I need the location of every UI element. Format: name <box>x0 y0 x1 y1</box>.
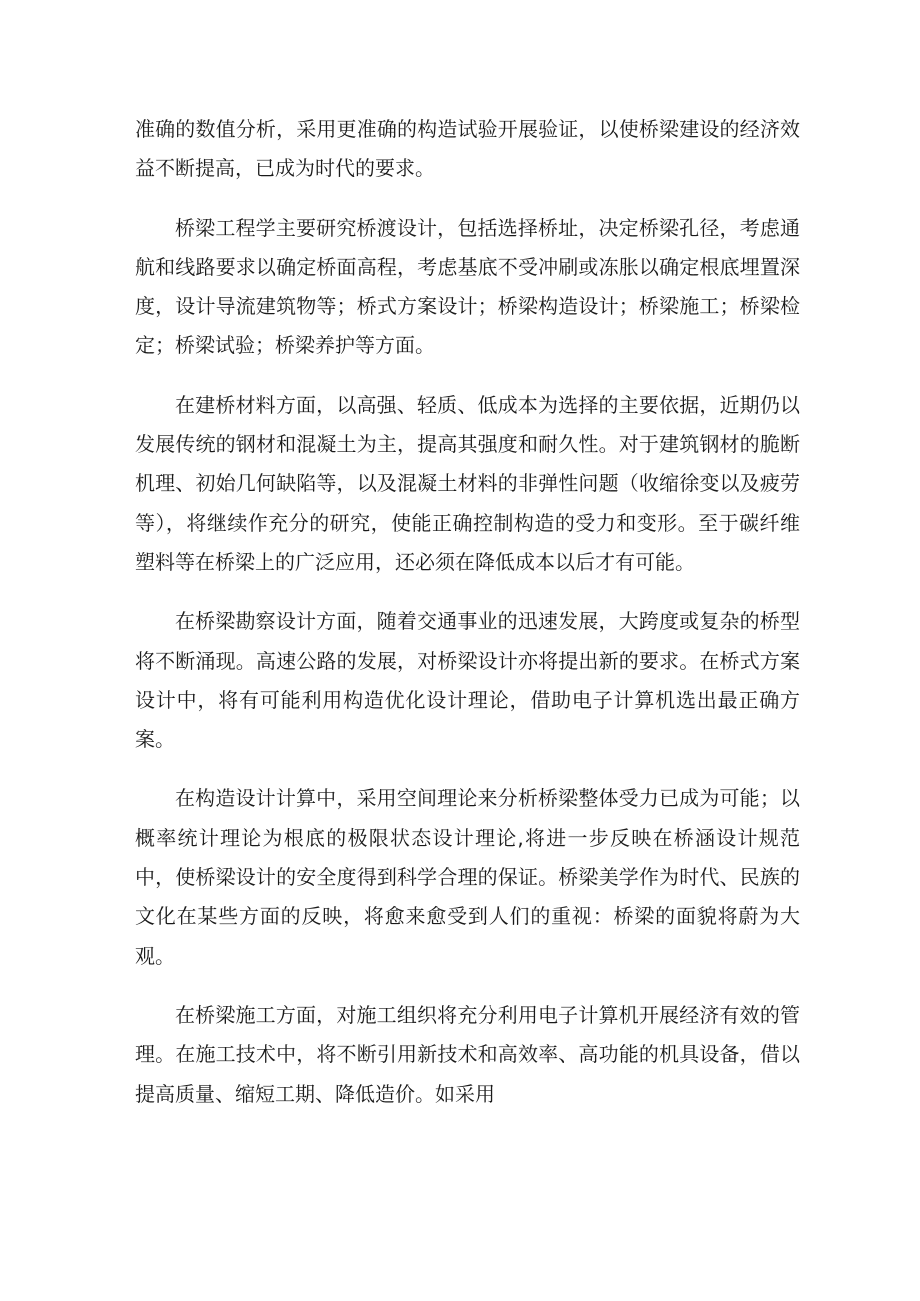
document-body <box>135 110 800 1134</box>
paragraph-survey-design: 在桥梁勘察设计方面，随着交通事业的迅速发展，大跨度或复杂的桥型将不断涌现。高速公路的发展，对桥梁设计亦将提出新的要求。在桥式方案设计中，将有可能利用构造优化设计理论，借助电子计算机选出最正确方案。 <box>135 609 800 752</box>
paragraph-bridge-engineering-scope: 桥梁工程学主要研究桥渡设计，包括选择桥址，决定桥梁孔径，考虑通航和线路要求以确定桥面高程，考虑基底不受冲刷或冻胀以确定根底埋置深度，设计导流建筑物等；桥式方案设计；桥梁构造设计；桥梁施工；桥梁检定；桥梁试验；桥梁养护等方面。 <box>135 215 800 358</box>
paragraph-structural-calculation: 在构造设计计算中，采用空间理论来分析桥梁整体受力已成为可能；以概率统计理论为根底的极限状态设计理论,将进一步反映在桥涵设计规范中，使桥梁设计的安全度得到科学合理的保证。桥梁美学作为时代、民族的文化在某些方面的反映，将愈来愈受到人们的重视：桥梁的面貌将蔚为大观。 <box>135 786 800 968</box>
paragraph-continuation: 准确的数值分析，采用更准确的构造试验开展验证，以使桥梁建设的经济效益不断提高，已成为时代的要求。 <box>135 117 800 181</box>
paragraph-bridge-construction: 在桥梁施工方面，对施工组织将充分利用电子计算机开展经济有效的管理。在施工技术中，将不断引用新技术和高效率、高功能的机具设备，借以提高质量、缩短工期、降低造价。如采用 <box>135 1002 800 1106</box>
paragraph-bridge-materials: 在建桥材料方面，以高强、轻质、低成本为选择的主要依据，近期仍以发展传统的钢材和混凝土为主，提高其强度和耐久性。对于建筑钢材的脆断机理、初始几何缺陷等，以及混凝土材料的非弹性问题（收缩徐变以及疲劳等），将继续作充分的研究，使能正确控制构造的受力和变形。至于碳纤维塑料等在桥梁上的广泛应用，还必须在降低成本以后才有可能。 <box>135 392 800 574</box>
